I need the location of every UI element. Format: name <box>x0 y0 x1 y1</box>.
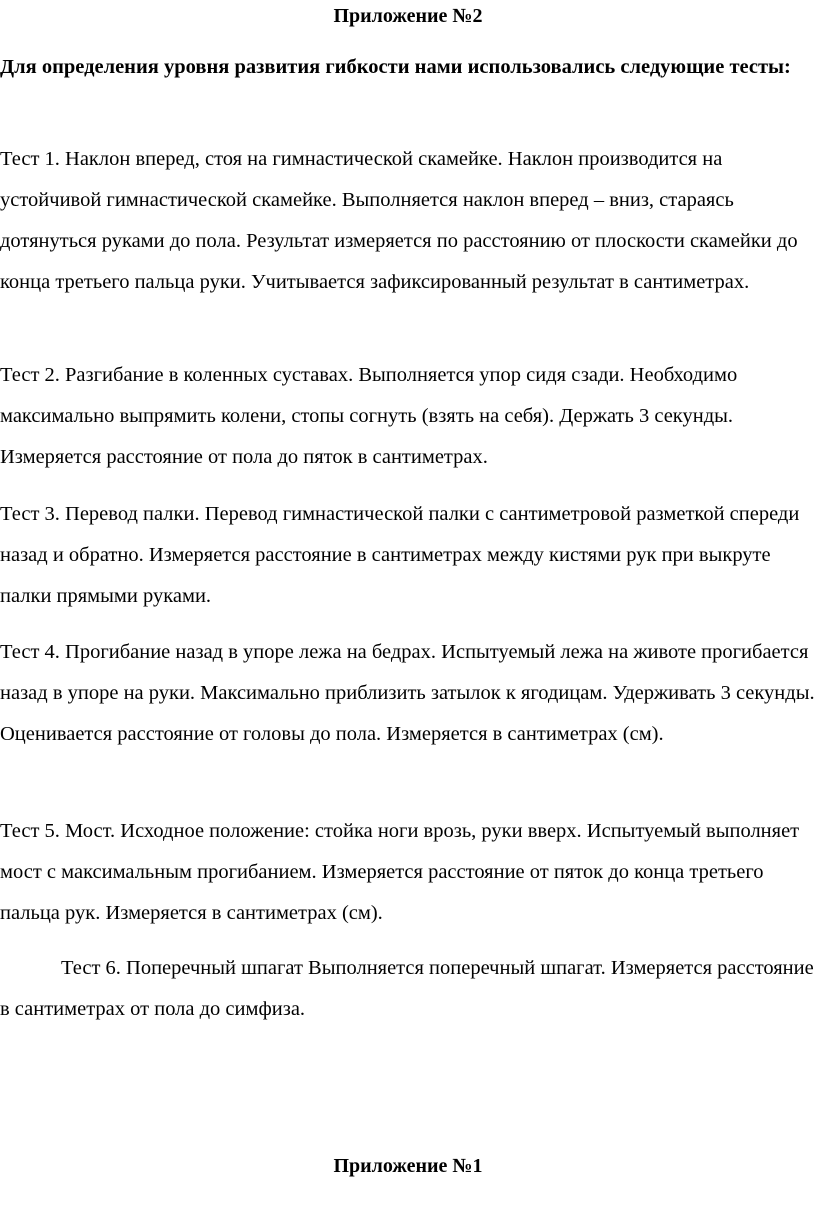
test-6-paragraph: Тест 6. Поперечный шпагат Выполняется поперечный шпагат. Измеряется расстояние в сантиметрах от пола до симфиза. <box>0 957 814 1020</box>
test-3-paragraph: Тест 3. Перевод палки. Перевод гимнастической палки с сантиметровой разметкой спереди назад и обратно. Измеряется расстояние в сантиметрах между кистями рук при выкруте палки прямыми руками. <box>0 503 800 607</box>
test-2-paragraph: Тест 2. Разгибание в коленных суставах. Выполняется упор сидя сзади. Необходимо максимально выпрямить колени, стопы согнуть (взять на себя). Держать 3 секунды. Измеряется расстояние от пола до пяток в сантиметрах. <box>0 364 738 468</box>
test-5-paragraph: Тест 5. Мост. Исходное положение: стойка ноги врозь, руки вверх. Испытуемый выполняет мост с максимальным прогибанием. Измеряется расстояние от пяток до конца третьего пальца рук. Измеряется в сантиметрах (см). <box>0 820 800 924</box>
intro-heading: Для определения уровня развития гибкости нами использовались следующие тесты: <box>0 56 791 78</box>
test-1-paragraph: Тест 1. Наклон вперед, стоя на гимнастической скамейке. Наклон производится на устойчивой гимнастической скамейке. Выполняется наклон вперед – вниз, стараясь дотянуться руками до пола. Результат измеряется по расстоянию от плоскости скамейки до конца третьего пальца руки. Учитывается зафиксированный результат в сантиметрах. <box>0 148 798 293</box>
test-4-paragraph: Тест 4. Прогибание назад в упоре лежа на бедрах. Испытуемый лежа на животе прогибается назад в упоре на руки. Максимально приблизить затылок к ягодицам. Удерживать 3 секунды. Оценивается расстояние от головы до пола. Измеряется в сантиметрах (см). <box>0 641 815 745</box>
appendix-2-title: Приложение №2 <box>333 5 483 27</box>
appendix-1-title: Приложение №1 <box>333 1155 483 1177</box>
